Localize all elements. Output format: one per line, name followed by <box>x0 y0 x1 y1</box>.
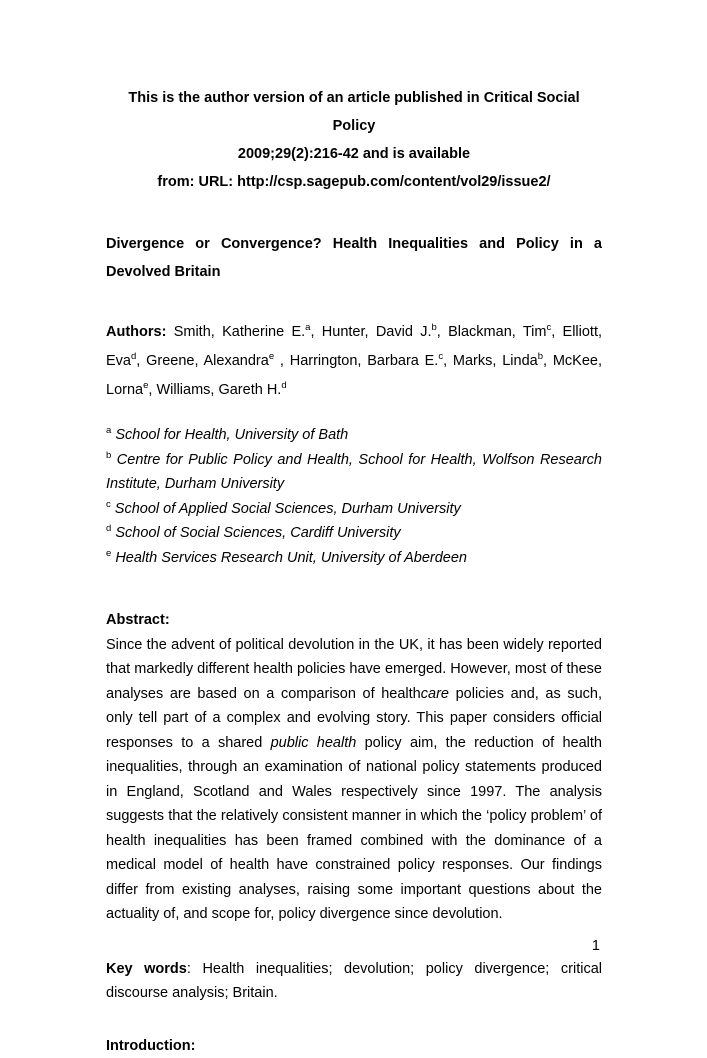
authors-names: Smith, Katherine E.$^a$, Hunter, David J.$^b$, Blackman, Tim$^c$, Elliott, Eva$^d$, Greene, Alexandra$^e$ , Harrington, Barbara E.$^c$, Marks, Linda$^b$, McKee, Lorna$^e$, Williams, Gareth H.$^d$ <box>106 324 602 398</box>
affiliation-text: School of Applied Social Sciences, Durham University <box>115 501 461 517</box>
affiliation-marker: e <box>106 548 111 559</box>
publication-note-line-2: 2009;29(2):216-42 and is available <box>106 140 602 168</box>
keywords-text: : Health inequalities; devolution; policy divergence; critical discourse analysis; Britain. <box>106 961 602 1002</box>
affiliation-e <box>106 546 602 571</box>
publication-note <box>106 84 602 196</box>
affiliation-text: School of Social Sciences, Cardiff University <box>115 525 400 541</box>
affiliation-text: Health Services Research Unit, University of Aberdeen <box>115 550 467 566</box>
affiliation-text: School for Health, University of Bath <box>115 427 348 443</box>
affiliation-b <box>106 448 602 497</box>
affiliation-c <box>106 497 602 522</box>
keywords-line <box>106 957 602 1006</box>
introduction-heading: Introduction: <box>106 1034 602 1058</box>
authors-label: Authors: <box>106 324 166 340</box>
article-title: Divergence or Convergence? Health Inequalities and Policy in a Devolved Britain <box>106 230 602 286</box>
authors-line <box>106 318 602 405</box>
publication-note-line-3: from: URL: http://csp.sagepub.com/content/vol29/issue2/ <box>106 168 602 196</box>
affiliation-marker: d <box>106 523 111 534</box>
keywords-label: Key words <box>106 961 187 977</box>
affiliation-text: Centre for Public Policy and Health, School for Health, Wolfson Research Institute, Durham University <box>106 452 602 493</box>
abstract-heading: Abstract: <box>106 608 602 633</box>
page-number: 1 <box>592 938 600 954</box>
abstract-text: Since the advent of political devolution in the UK, it has been widely reported that markedly different health policies have emerged. However, most of these analyses are based on a comparison of healthcare policies and, as such, only tell part of a complex and evolving story. This paper considers official responses to a shared public health policy aim, the reduction of health inequalities, through an examination of national policy statements produced in England, Scotland and Wales respectively since 1997. The analysis suggests that the relatively consistent manner in which the ‘policy problem’ of health inequalities has been framed combined with the dominance of a medical model of health have constrained policy responses. Our findings differ from existing analyses, raising some important questions about the actuality of, and scope for, policy divergence since devolution. <box>106 633 602 927</box>
affiliation-marker: c <box>106 499 111 510</box>
affiliation-marker: b <box>106 450 111 461</box>
affiliations-list <box>106 423 602 570</box>
affiliation-marker: a <box>106 425 111 436</box>
affiliation-d <box>106 521 602 546</box>
document-page <box>106 84 602 1058</box>
publication-note-line-1: This is the author version of an article published in Critical Social Policy <box>106 84 602 140</box>
affiliation-a <box>106 423 602 448</box>
